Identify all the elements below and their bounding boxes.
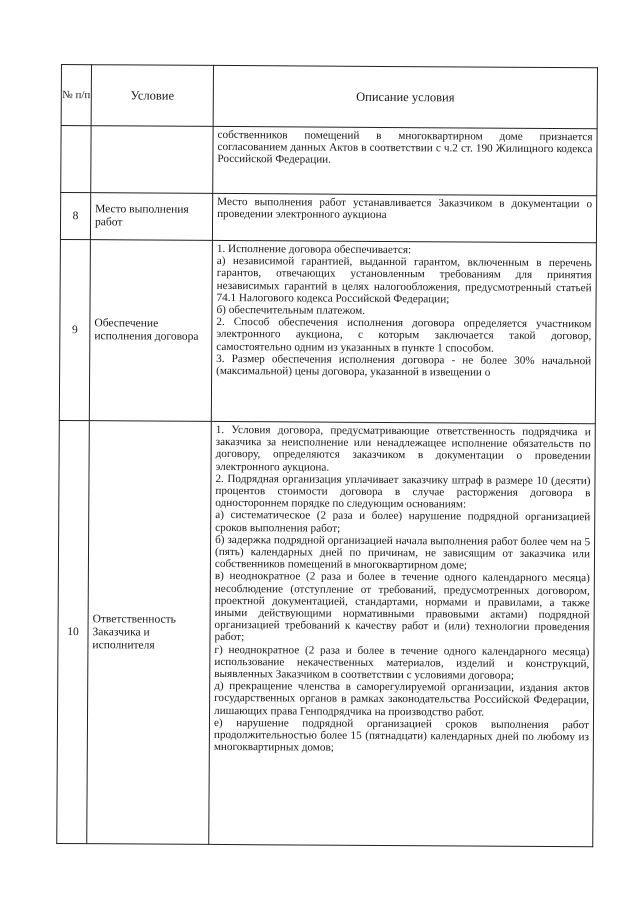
header-number: № п/п bbox=[61, 65, 91, 126]
description-paragraph: г) неоднократное (2 раза и более в течение одного календарного месяца) использование некачественных материалов, изделий и конструкций, выявленных Заказчиком в соответствии с условиями договора; bbox=[214, 643, 590, 682]
table-header-row bbox=[61, 65, 597, 129]
description-paragraph: б) задержка подрядной организацией начала выполнения работ более чем на 5 (пять) календарных дней по причинам, не зависящим от заказчика или собственников помещений в многоквартирном доме; bbox=[214, 533, 591, 572]
row-description bbox=[211, 240, 596, 423]
row-description bbox=[209, 421, 596, 846]
row-number: 9 bbox=[59, 239, 90, 420]
description-paragraph: б) обеспечительным платежом. bbox=[216, 303, 366, 317]
row-description bbox=[212, 193, 596, 242]
row-description bbox=[213, 126, 597, 195]
header-condition: Условие bbox=[91, 65, 213, 127]
table-row bbox=[61, 126, 597, 196]
row-number: 10 bbox=[57, 420, 90, 843]
description-paragraph: 1. Условия договора, предусматривающие ответственность подрядчика и заказчика за неисполнение или ненадлежащее исполнение обязательств по договору, определяются заказчиком в документации о проведении электронного аукциона. bbox=[215, 423, 591, 474]
description-paragraph: Место выполнения работ устанавливается Заказчиком в документации о проведении электронного аукциона bbox=[217, 195, 593, 222]
row-condition: Место выполнения работ bbox=[90, 193, 212, 241]
row-number bbox=[61, 126, 91, 193]
row-condition: Ответственность Заказчика и исполнителя bbox=[87, 421, 212, 845]
description-paragraph: д) прекращение членства в саморегулируемой организации, издания актов государственных органов в рамках законодательства Российской Федерации, лишающих права Генподрядчика на производство работ. bbox=[214, 680, 590, 719]
description-paragraph: 2. Подрядная организация уплачивает заказчику штраф в размере 10 (десяти) процентов стоимости договора в случае расторжения договора в одностороннем порядке по следующим основаниям: bbox=[215, 472, 591, 511]
row-number: 8 bbox=[60, 193, 90, 240]
description-paragraph: 1. Исполнение договора обеспечивается: bbox=[216, 242, 412, 257]
table-row bbox=[57, 420, 596, 846]
description-paragraph: собственников помещений в многоквартирном доме признается согласованием данных Актов в соответствии с ч.2 ст. 190 Жилищного кодекса Российской Федерации. bbox=[217, 128, 593, 167]
row-condition: Обеспечение исполнения договора bbox=[89, 240, 212, 422]
header-description: Описание условия bbox=[213, 65, 597, 128]
description-paragraph: в) неоднократное (2 раза и более в течение одного календарного месяца) несоблюдение (отступление от требований, предусмотренных договором, проектной документацией, стандартами, нормами и правилами, а также иными действующими нормативными правовыми актами) подрядной организацией требований к качеству работ и (или) технологии проведения работ; bbox=[214, 570, 590, 644]
description-paragraph: а) независимой гарантией, выданной гарантом, включенным в перечень гарантов, отвечающих установленным требованиям для принятия независимых гарантий в целях налогообложения, предусмотренный статьей 74.1 Налогового кодекса Российской Федерации; bbox=[216, 255, 592, 306]
row-condition bbox=[91, 126, 213, 194]
conditions-table bbox=[56, 64, 598, 847]
table-row bbox=[60, 193, 596, 243]
description-paragraph: 3. Размер обеспечения исполнения договора - не более 30% начальной (максимальной) цены договора, указанной в извещении о bbox=[216, 352, 592, 379]
table-row bbox=[59, 239, 596, 423]
description-paragraph: а) систематическое (2 раза и более) нарушение подрядной организацией сроков выполнения работ; bbox=[215, 509, 591, 535]
description-paragraph: 2. Способ обеспечения исполнения договора определяется участником электронного аукциона, с которым заключается такой договор, самостоятельно одним из указанных в пункте 1 способом. bbox=[216, 316, 592, 355]
description-paragraph: е) нарушение подрядной организацией сроков выполнения работ продолжительностью более 15 (пятнадцати) календарных дней по любому из многоквартирных домов; bbox=[213, 716, 590, 754]
